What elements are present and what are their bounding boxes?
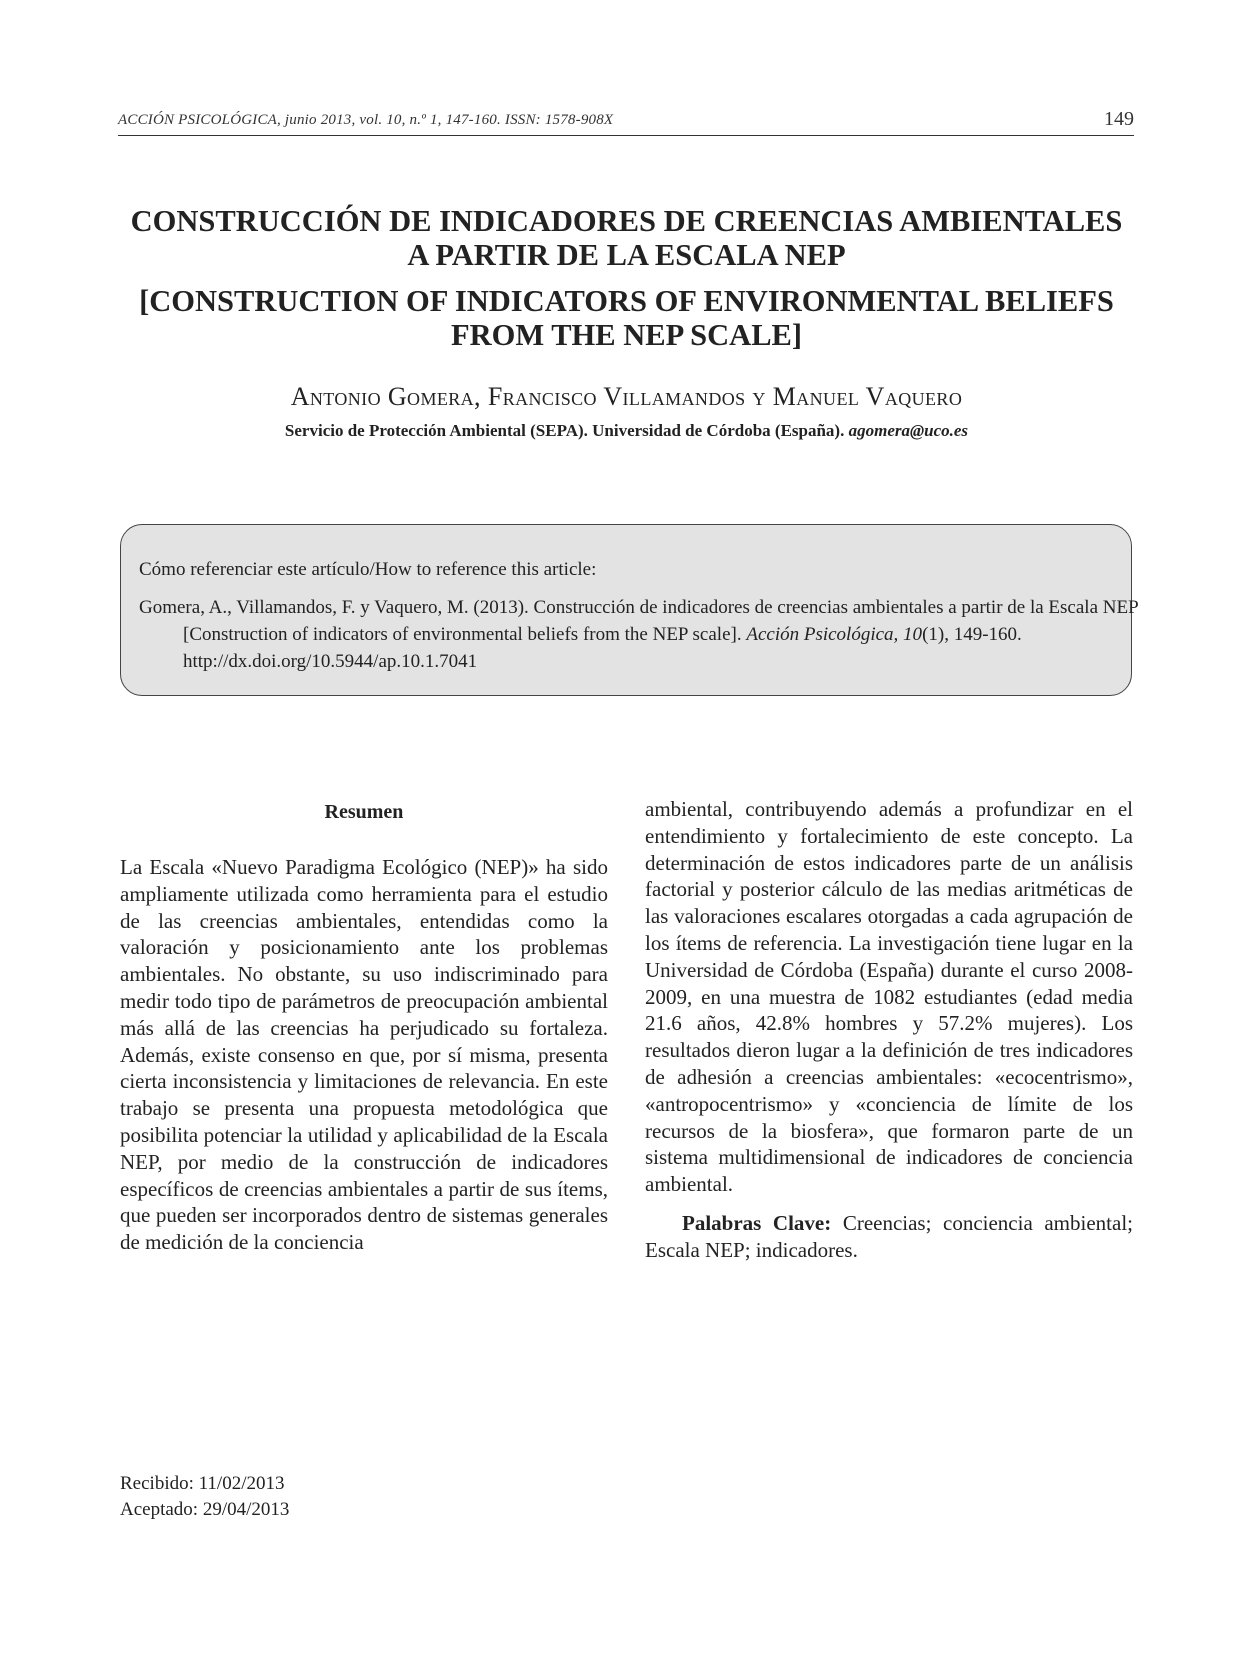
accepted-date: Aceptado: 29/04/2013: [120, 1499, 290, 1520]
title-english-line2: FROM THE NEP SCALE]: [450, 318, 803, 352]
received-date: Recibido: 11/02/2013: [120, 1473, 285, 1494]
authors: Antonio Gomera, Francisco Villamandos y Manuel Vaquero: [290, 382, 963, 411]
abstract-text-part1: La Escala «Nuevo Paradigma Ecológico (NEP)» ha sido ampliamente utilizada como herramienta para el estudio de las creencias ambientales, entendidas como la valoración y posicionamiento ante los problemas ambientales. No obstante, su uso indiscriminado para medir todo tipo de parámetros de preocupación ambiental más allá de las creencias ha perjudicado su fortaleza. Además, existe consenso en que, por sí misma, presenta cierta inconsistencia y limitaciones de relevancia. En este trabajo se presenta una propuesta metodológica que posibilita potenciar la utilidad y aplicabilidad de la Escala NEP, por medio de la construcción de indicadores específicos de creencias ambientales a partir de sus ítems, que pueden ser incorporados dentro de sistemas generales de medición de la conciencia: [120, 855, 608, 1255]
submission-dates: [120, 1471, 289, 1523]
reference-label: Cómo referenciar este artículo/How to reference this article:: [139, 559, 597, 580]
abstract-right-column: [645, 796, 1133, 1264]
affiliation: [100, 421, 1153, 441]
keywords-list: Creencias; conciencia ambiental; Escala NEP; indicadores.: [645, 1210, 1133, 1262]
abstract-text-part2: ambiental, contribuyendo además a profundizar en el entendimiento y fortalecimiento de este concepto. La determinación de estos indicadores parte de un análisis factorial y posterior cálculo de las medias aritméticas de las valoraciones escalares otorgadas a cada agrupación de los ítems de referencia. La investigación tiene lugar en la Universidad de Córdoba (España) durante el curso 2008-2009, en una muestra de 1082 estudiantes (edad media 21.6 años, 42.8% hombres y 57.2% mujeres). Los resultados dieron lugar a la definición de tres indicadores de adhesión a creencias ambientales: «ecocentrismo», «antropocentrismo» y «conciencia de límite de los recursos de la biosfera», que formaron parte de un sistema multidimensional de indicadores de conciencia ambiental.: [645, 797, 1133, 1197]
abstract-left-column: [120, 800, 608, 1256]
running-header: [118, 109, 1134, 136]
keywords: [645, 1210, 1133, 1264]
keywords-label: Palabras Clave:: [682, 1210, 832, 1235]
journal-citation: ACCIÓN PSICOLÓGICA, junio 2013, vol. 10, n.º 1, 147-160. ISSN: 1578-908X: [118, 112, 614, 128]
title-spanish-line2: A PARTIR DE LA ESCALA NEP: [407, 238, 846, 272]
page-number: 149: [1104, 108, 1134, 130]
affiliation-text: Servicio de Protección Ambiental (SEPA). Universidad de Córdoba (España).: [284, 421, 845, 440]
reference-citation: [139, 594, 1155, 675]
citation-main: Gomera, A., Villamandos, F. y Vaquero, M. (2013). Construcción de indicadores de creencias ambientales a partir de la Escala NEP [Construction of indicators of environmental beliefs from the NEP scale].: [139, 597, 1138, 645]
abstract-heading: Resumen: [324, 801, 404, 823]
title-english-line1: [CONSTRUCTION OF INDICATORS OF ENVIRONMENTAL BELIEFS: [139, 284, 1114, 318]
author-email[interactable]: agomera@uco.es: [848, 421, 969, 440]
title-spanish: [100, 204, 1153, 272]
title-english: [100, 284, 1153, 352]
title-spanish-line1: CONSTRUCCIÓN DE INDICADORES DE CREENCIAS AMBIENTALES: [130, 204, 1123, 238]
citation-issue-doi[interactable]: (1), 149-160. http://dx.doi.org/10.5944/ap.10.1.7041: [183, 624, 1022, 672]
citation-journal: Acción Psicológica, 10: [746, 624, 923, 645]
reference-box: [120, 524, 1138, 696]
